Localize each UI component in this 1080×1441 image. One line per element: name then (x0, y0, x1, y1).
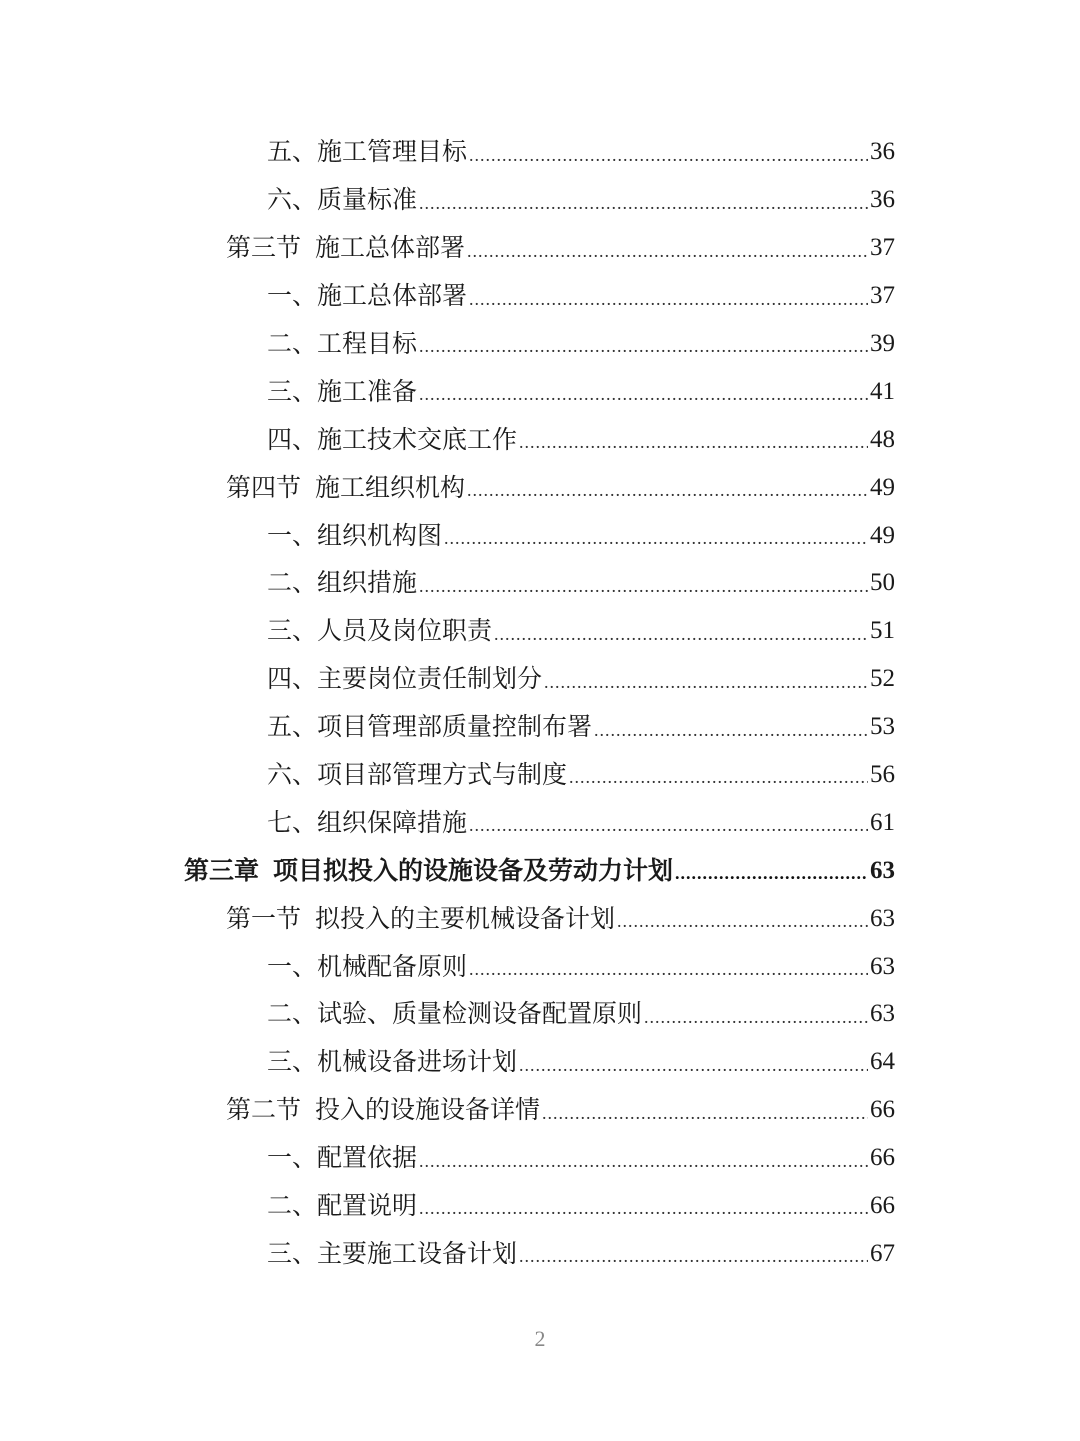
toc-entry[interactable] (0, 607, 1080, 655)
toc-entry[interactable] (0, 1229, 1080, 1277)
toc-entry-page: 51 (870, 617, 895, 645)
toc-entry-title: 试验、质量检测设备配置原则 (317, 999, 643, 1029)
toc-entry-number: 第三节 (226, 233, 302, 263)
toc-entry[interactable] (0, 1038, 1080, 1086)
toc-entry-title: 项目部管理方式与制度 (317, 760, 568, 790)
dot-leader (542, 1104, 868, 1134)
dot-leader (469, 816, 868, 846)
toc-entry-number: 一、 (267, 1143, 318, 1173)
toc-entry-number: 五、 (267, 712, 318, 742)
dot-leader (419, 385, 868, 415)
toc-entry-title: 机械配备原则 (317, 951, 468, 981)
dot-leader (519, 433, 868, 463)
toc-entry-title: 组织措施 (317, 568, 418, 598)
dot-leader (419, 337, 868, 367)
toc-entry-title: 机械设备进场计划 (317, 1047, 518, 1077)
toc-entry[interactable] (0, 1134, 1080, 1182)
dot-leader (419, 1199, 868, 1229)
toc-entry[interactable] (0, 1086, 1080, 1134)
toc-entry-number: 二、 (267, 1191, 318, 1221)
dot-leader (675, 864, 868, 894)
dot-leader (519, 1247, 868, 1277)
toc-entry-number: 三、 (267, 1238, 318, 1268)
toc-entry[interactable] (0, 798, 1080, 846)
toc-entry-page: 63 (870, 952, 895, 980)
toc-entry-page: 52 (870, 665, 895, 693)
toc-entry-page: 53 (870, 713, 895, 741)
dot-leader (494, 625, 868, 655)
dot-leader (419, 1152, 868, 1182)
toc-entry-number: 一、 (267, 951, 318, 981)
dot-leader (419, 577, 868, 607)
toc-entry-title: 配置依据 (317, 1143, 418, 1173)
toc-entry-title: 组织机构图 (317, 520, 443, 550)
toc-entry-number: 第三章 (184, 855, 260, 885)
dot-leader (469, 960, 868, 990)
toc-entry[interactable] (0, 128, 1080, 176)
toc-entry-title: 人员及岗位职责 (317, 616, 493, 646)
toc-entry[interactable] (0, 942, 1080, 990)
toc-entry-number: 二、 (267, 568, 318, 598)
toc-entry-title: 项目管理部质量控制布署 (317, 712, 593, 742)
toc-entry[interactable] (0, 224, 1080, 272)
toc-entry-number: 一、 (267, 281, 318, 311)
toc-entry[interactable] (0, 320, 1080, 368)
dot-leader (519, 1056, 868, 1086)
toc-entry-page: 63 (870, 1000, 895, 1028)
toc-entry-number: 第一节 (226, 903, 302, 933)
toc-entry[interactable] (0, 703, 1080, 751)
dot-leader (569, 768, 868, 798)
toc-entry-page: 66 (870, 1144, 895, 1172)
toc-entry[interactable] (0, 367, 1080, 415)
toc-entry-title: 质量标准 (317, 185, 418, 215)
toc-entry-title: 主要岗位责任制划分 (317, 664, 543, 694)
toc-entry-title: 施工技术交底工作 (317, 424, 518, 454)
toc-entry-number: 第四节 (226, 472, 302, 502)
toc-entry[interactable] (0, 463, 1080, 511)
toc-entry-number: 二、 (267, 999, 318, 1029)
toc-entry-title: 项目拟投入的设施设备及劳动力计划 (273, 855, 674, 885)
toc-entry-page: 36 (870, 186, 895, 214)
toc-entry-number: 三、 (267, 616, 318, 646)
toc-entry-page: 63 (870, 856, 895, 884)
toc-entry-title: 组织保障措施 (317, 807, 468, 837)
dot-leader (419, 194, 868, 224)
dot-leader (467, 481, 868, 511)
toc-entry-page: 61 (870, 808, 895, 836)
toc-entry-page: 41 (870, 377, 895, 405)
toc-entry-page: 37 (870, 282, 895, 310)
toc-entry[interactable] (0, 894, 1080, 942)
toc-entry[interactable] (0, 176, 1080, 224)
dot-leader (469, 146, 868, 176)
toc-entry-page: 63 (870, 904, 895, 932)
toc-entry-title: 施工准备 (317, 376, 418, 406)
toc-entry-number: 三、 (267, 1047, 318, 1077)
toc-entry-number: 一、 (267, 520, 318, 550)
toc-entry-page: 37 (870, 234, 895, 262)
toc-entry-page: 50 (870, 569, 895, 597)
toc-entry-number: 七、 (267, 807, 318, 837)
toc-entry-page: 48 (870, 425, 895, 453)
toc-entry-number: 三、 (267, 376, 318, 406)
dot-leader (469, 290, 868, 320)
dot-leader (467, 242, 868, 272)
toc-entry[interactable] (0, 511, 1080, 559)
toc-entry-page: 66 (870, 1096, 895, 1124)
dot-leader (594, 721, 868, 751)
toc-entry[interactable] (0, 751, 1080, 799)
toc-entry-number: 五、 (267, 137, 318, 167)
toc-entry[interactable] (0, 1182, 1080, 1230)
toc-entry[interactable] (0, 990, 1080, 1038)
toc-entry-title: 配置说明 (317, 1191, 418, 1221)
toc-entry-page: 56 (870, 761, 895, 789)
toc-entry-title: 施工管理目标 (317, 137, 468, 167)
toc-entry-page: 36 (870, 138, 895, 166)
table-of-contents (0, 128, 1080, 1277)
toc-entry-page: 66 (870, 1192, 895, 1220)
dot-leader (444, 529, 868, 559)
toc-entry-number: 二、 (267, 329, 318, 358)
toc-entry-title: 主要施工设备计划 (317, 1238, 518, 1268)
toc-entry-page: 49 (870, 473, 895, 501)
toc-entry-title: 拟投入的主要机械设备计划 (315, 903, 616, 933)
toc-entry[interactable] (0, 655, 1080, 703)
toc-entry-number: 四、 (267, 664, 318, 694)
toc-entry-page: 49 (870, 521, 895, 549)
toc-chapter-entry[interactable] (0, 846, 1080, 894)
toc-entry-title: 施工总体部署 (315, 233, 466, 263)
toc-entry-page: 67 (870, 1239, 895, 1267)
page-number: 2 (534, 1326, 546, 1351)
toc-entry-title: 施工组织机构 (315, 472, 466, 502)
toc-entry-number: 六、 (267, 185, 318, 215)
toc-entry-title: 投入的设施设备详情 (315, 1095, 541, 1125)
toc-entry-page: 39 (870, 330, 895, 357)
toc-entry[interactable] (0, 415, 1080, 463)
dot-leader (617, 912, 868, 942)
toc-entry-number: 六、 (267, 760, 318, 790)
toc-entry-page: 64 (870, 1048, 895, 1076)
toc-entry[interactable] (0, 559, 1080, 607)
toc-entry-number: 四、 (267, 424, 318, 454)
toc-entry-title: 工程目标 (317, 329, 418, 358)
dot-leader (644, 1008, 868, 1038)
toc-entry-title: 施工总体部署 (317, 281, 468, 311)
dot-leader (544, 673, 868, 703)
toc-entry[interactable] (0, 272, 1080, 320)
toc-entry-number: 第二节 (226, 1095, 302, 1125)
